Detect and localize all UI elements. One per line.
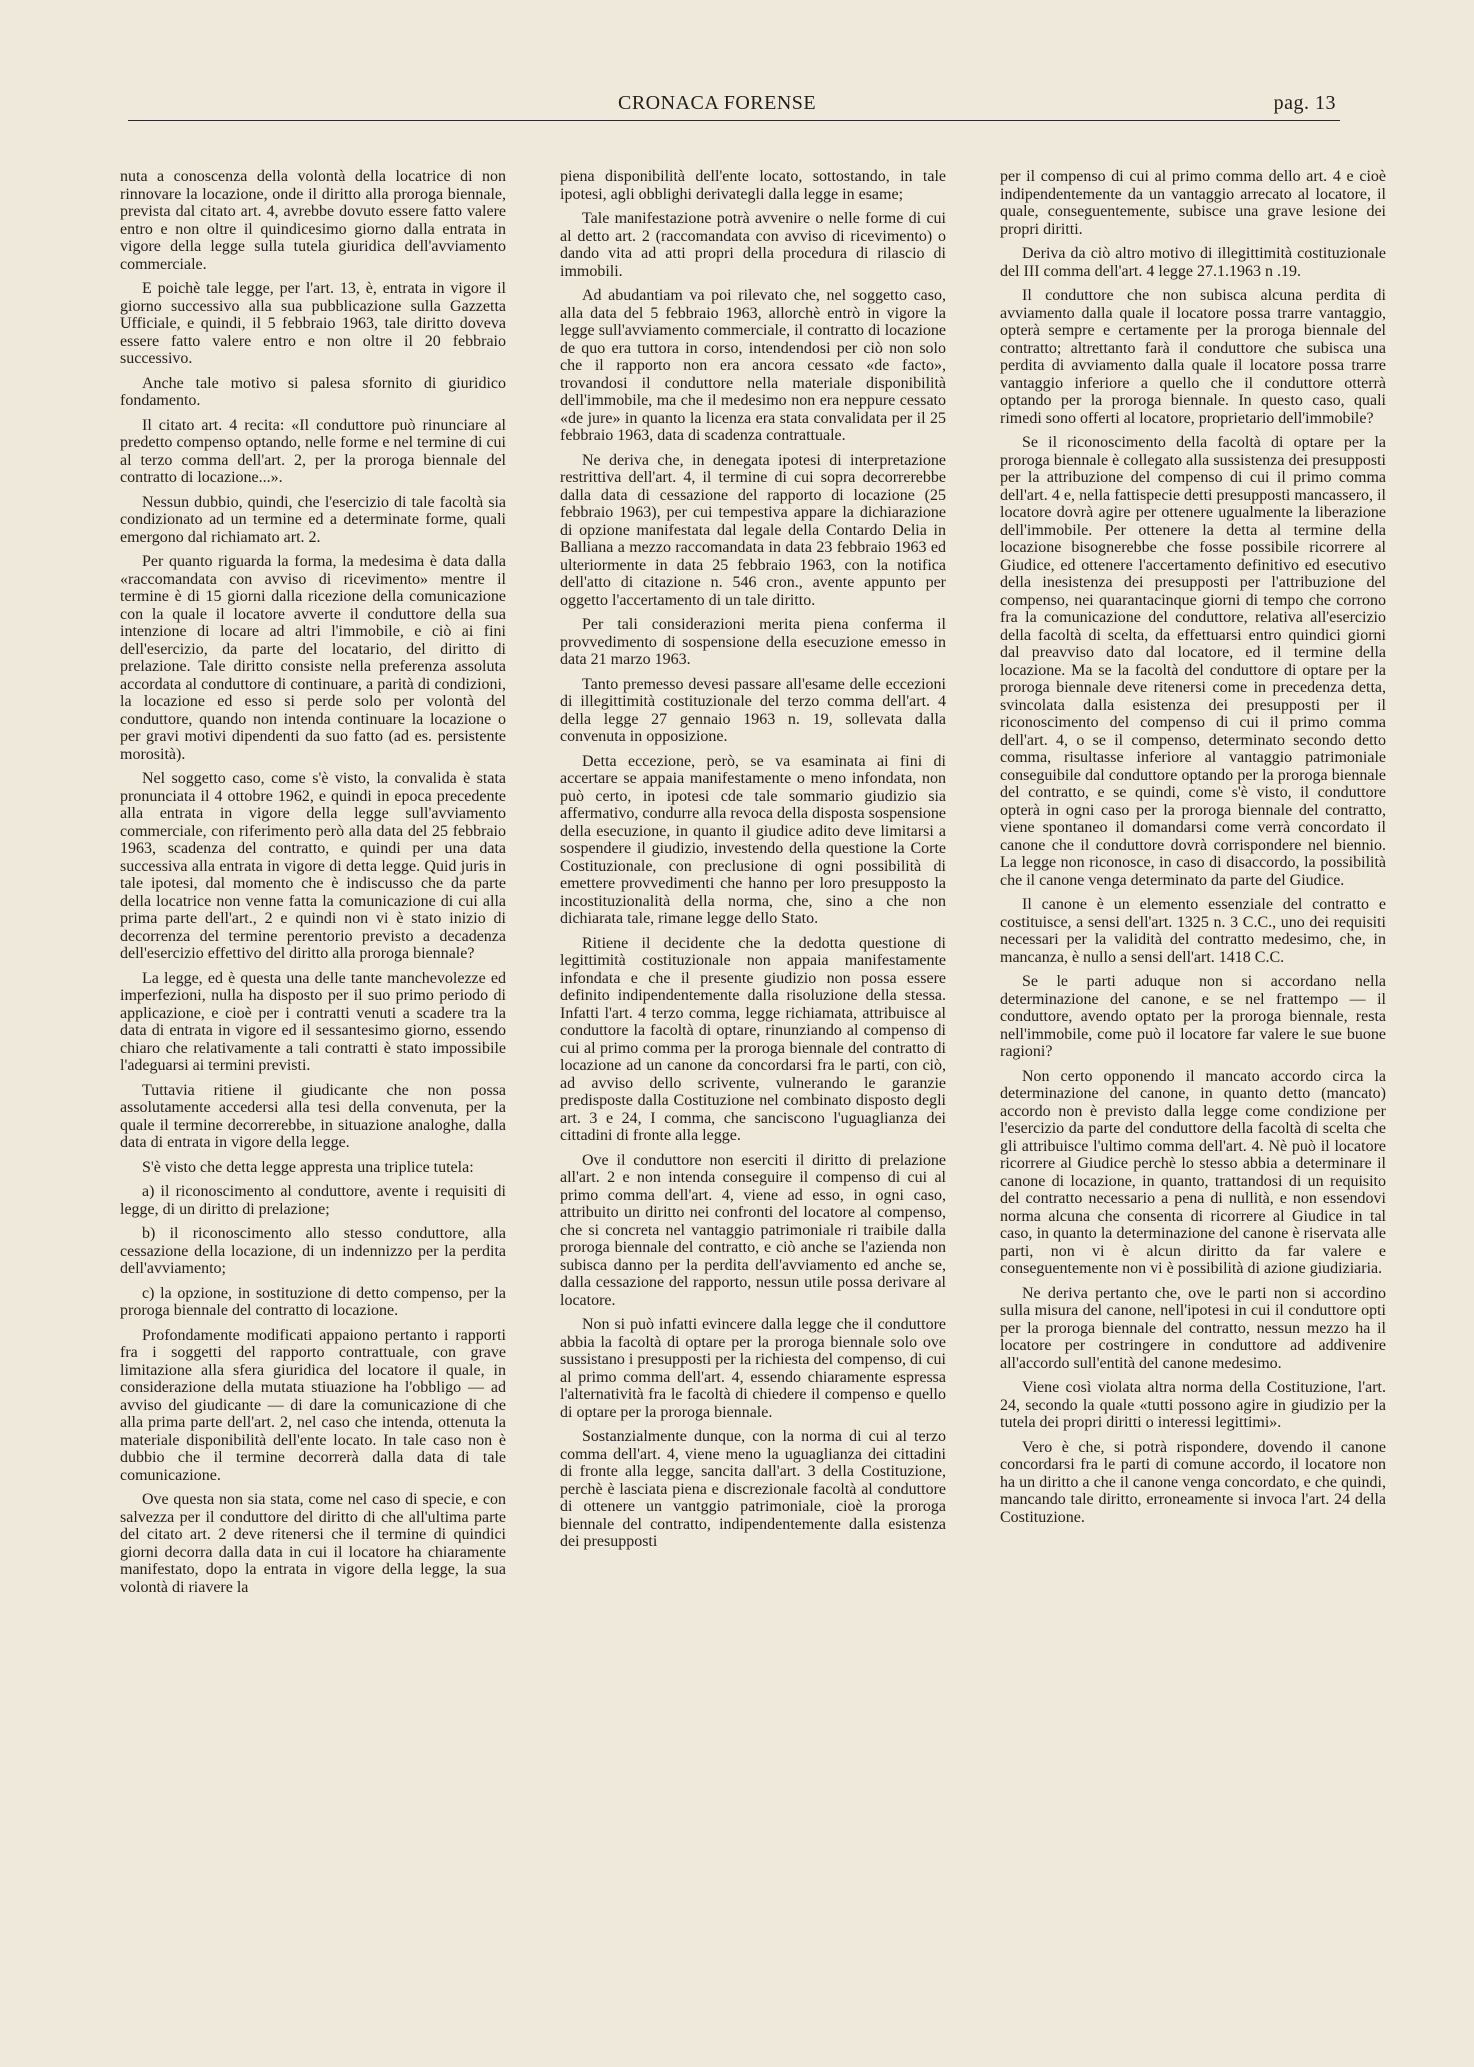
paragraph: piena disponibilità dell'ente locato, sottostando, in tale ipotesi, agli obblighi derivategli dalla legge in esame; <box>560 168 946 203</box>
journal-title: CRONACA FORENSE <box>618 92 817 114</box>
paragraph: nuta a conoscenza della volontà della locatrice di non rinnovare la locazione, onde il diritto alla proroga biennale, prevista dal citato art. 4, avrebbe dovuto essere fatto valere entro e non oltre il quindicesimo giorno dalla entrata in vigore della legge sulla tutela giuridica dell'avviamento commerciale. <box>120 168 506 273</box>
paragraph: Sostanzialmente dunque, con la norma di cui al terzo comma dell'art. 4, viene meno la uguaglianza dei cittadini di fronte alla legge, sancita dall'art. 3 della Costituzione, perchè è lasciata piena e discrezionale facoltà al conduttore di ottenere un vantggio patrimoniale, cioè la proroga biennale del contratto, indipendentemente dalla esistenza dei presupposti <box>560 1428 946 1550</box>
paragraph: La legge, ed è questa una delle tante manchevolezze ed imperfezioni, nulla ha disposto per il suo primo periodo di applicazione, e cioè per i contratti venuti a scadere tra la data di entrata in vigore ed il sessantesimo giorno, essendo chiaro che relativamente a tali contratti è stato impossibile l'adeguarsi ai termini previsti. <box>120 969 506 1074</box>
paragraph: Tuttavia ritiene il giudicante che non possa assolutamente accedersi alla tesi della convenuta, per la quale il termine decorrerebbe, in situazione analoghe, dalla data di entrata in vigore della legge. <box>120 1081 506 1151</box>
paragraph: b) il riconoscimento allo stesso conduttore, alla cessazione della locazione, di un indennizzo per la perdita dell'avviamento; <box>120 1225 506 1277</box>
paragraph: Vero è che, si potrà rispondere, dovendo il canone concordarsi fra le parti di comune accordo, il locatore non ha un diritto a che il canone venga concordato, e che quindi, mancando tale diritto, erroneamente si invoca l'art. 24 della Costituzione. <box>1000 1438 1386 1526</box>
paragraph: Se le parti aduque non si accordano nella determinazione del canone, e se nel frattempo — il conduttore, avendo optato per la proroga biennale, resta nell'immobile, come può il locatore far valere le sue buone ragioni? <box>1000 973 1386 1060</box>
paragraph: E poichè tale legge, per l'art. 13, è, entrata in vigore il giorno successivo alla sua pubblicazione sulla Gazzetta Ufficiale, e quindi, il 5 febbraio 1963, tale diritto doveva essere fatto valere entro e non oltre il 20 febbraio successivo. <box>120 280 506 367</box>
paragraph: Ad abudantiam va poi rilevato che, nel soggetto caso, alla data del 5 febbraio 1963, allorchè entrò in vigore la legge sull'avviamento commerciale, il contratto di locazione de quo era tuttora in corso, intendendosi per ciò non solo che il rapporto non era ancora cessato «de facto», trovandosi il conduttore nella materiale disponibilità dell'immobile, ma che il medesimo non era neppure cessato «de jure» in quanto la licenza era stata convalidata per il 25 febbraio 1963, data di scadenza contrattuale. <box>560 287 946 444</box>
paragraph: Tale manifestazione potrà avvenire o nelle forme di cui al detto art. 2 (raccomandata con avviso di ricevimento) o dando vita ad atti propri della procedura di rilascio di immobili. <box>560 210 946 280</box>
paragraph: Il citato art. 4 recita: «Il conduttore può rinunciare al predetto compenso optando, nelle forme e nel termine di cui al terzo comma dell'art. 2, per la proroga biennale del contratto di locazione...». <box>120 416 506 486</box>
text-column-2 <box>560 168 946 1988</box>
text-column-3 <box>1000 168 1386 1988</box>
paragraph: Ove questa non sia stata, come nel caso di specie, e con salvezza per il conduttore del diritto di che all'ultima parte del citato art. 2 deve ritenersi che il termine di quindici giorni decorra dalla data in cui il locatore ha chiaramente manifestato, dopo la entrata in vigore della legge, la sua volontà di riavere la <box>120 1491 506 1596</box>
paragraph: Per tali considerazioni merita piena conferma il provvedimento di sospensione della esecuzione emesso in data 21 marzo 1963. <box>560 616 946 668</box>
header-rule <box>128 120 1340 121</box>
paragraph: Nel soggetto caso, come s'è visto, la convalida è stata pronunciata il 4 ottobre 1962, e quindi in epoca precedente alla entrata in vigore della legge sull'avviamento commerciale, con riferimento però alla data del 25 febbraio 1963, scadenza del contratto, e quindi per una data successiva alla entrata in vigore di detta legge. Quid juris in tale ipotesi, dal momento che è indiscusso che da parte della locatrice non venne fatta la comunicazione di cui alla prima parte dell'art., 2 e quindi non vi è stato inizio di decorrenza del termine perentorio previsto a decadenza dell'esercizio effettivo del diritto alla proroga biennale? <box>120 770 506 962</box>
paragraph: Detta eccezione, però, se va esaminata ai fini di accertare se appaia manifestamente o meno infondata, non può certo, in ipotesi cde tale sommario giudizio sia affermativo, condurre alla revoca della disposta sospensione della esecuzione, in quanto il giudice adito deve limitarsi a sospendere il giudizio, investendo della questione la Corte Costituzionale, con preclusione di ogni possibilità di emettere provvedimenti che hanno per loro presupposto la incostituzionalità della norma, che, sino a che non dichiarata tale, rimane legge dello Stato. <box>560 752 946 927</box>
paragraph: Ne deriva che, in denegata ipotesi di interpretazione restrittiva dell'art. 4, il termine di cui sopra decorrerebbe dalla data di cessazione del rapporto di locazione (25 febbraio 1963), per cui tempestiva appare la dichiarazione di opzione manifestata dal legale della Contardo Delia in Balliana a mezzo raccomandata in data 23 febbraio 1963 ed ulteriormente in data 25 febbraio 1963, con la notifica dell'atto di citazione n. 546 cron., avente appunto per oggetto l'accertamento di un tale diritto. <box>560 451 946 609</box>
paragraph: Il canone è un elemento essenziale del contratto e costituisce, a sensi dell'art. 1325 n. 3 C.C., uno dei requisiti necessari per la validità del contratto medesimo, che, in mancanza, è nullo a sensi dell'art. 1418 C.C. <box>1000 896 1386 966</box>
paragraph: c) la opzione, in sostituzione di detto compenso, per la proroga biennale del contratto di locazione. <box>120 1284 506 1319</box>
text-column-1 <box>120 168 506 1988</box>
paragraph: Non si può infatti evincere dalla legge che il conduttore abbia la facoltà di optare per la proroga biennale solo ove sussistano i presupposti per la richiesta del compenso, di cui al primo comma dell'art. 4, essendo chiaramente espressa l'alternatività fra le facoltà di chiedere il compenso e quello di optare per la proroga biennale. <box>560 1316 946 1421</box>
paragraph: Se il riconoscimento della facoltà di optare per la proroga biennale è collegato alla sussistenza dei presupposti per la attribuzione del compenso di cui il primo comma dell'art. 4 e, nella fattispecie detti presupposti mancassero, il locatore dovrà agire per ottenere ugualmente la liberazione dell'immobile. Per ottenere la detta al termine della locazione bisognerebbe che fosse possibile ricorrere al Giudice, ed ottenere l'accertamento definitivo ed esecutivo della inesistenza dei presupposti per l'attribuzione del compenso, nei quarantacinque giorni di tempo che corrono fra la comunicazione del conduttore, relativa all'esercizio della facoltà di scelta, da effettuarsi entro quindici giorni dal preavviso dato dal locatore, ed il termine della locazione. Ma se la facoltà del conduttore di optare per la proroga biennale deve ritenersi come in precedenza detta, svincolata dalla esistenza dei presupposti per il riconoscimento del compenso di cui il primo comma dell'art. 4, o se il compenso, determinato secondo detto comma, risultasse inferiore al vantaggio patrimoniale conseguibile dal conduttore optando per la proroga biennale del contratto, e se quindi, come s'è visto, il conduttore opterà in ogni caso per la proroga biennale del contratto, viene spontaneo il domandarsi come verrà concordato il canone che il conduttore dovrà corrispondere nel biennio. La legge non riconosce, in caso di disaccordo, la possibilità che il canone venga determinato da parte del Giudice. <box>1000 434 1386 889</box>
paragraph: Ne deriva pertanto che, ove le parti non si accordino sulla misura del canone, nell'ipotesi in cui il conduttore opti per la proroga biennale del contratto, nessun mezzo ha il locatore per costringere in conduttore ad addivenire all'accordo sull'entità del canone medesimo. <box>1000 1284 1386 1372</box>
paragraph: Viene così violata altra norma della Costituzione, l'art. 24, secondo la quale «tutti possono agire in giudizio per la tutela dei propri diritti o interessi legittimi». <box>1000 1379 1386 1431</box>
paragraph: Profondamente modificati appaiono pertanto i rapporti fra i soggetti del rapporto contrattuale, con grave limitazione alla sfera giuridica del locatore il quale, in considerazione della mutata stiuazione ha l'obbligo — ad avviso del giudicante — di dare la comunicazione di che alla prima parte dell'art. 2, nel caso che intenda, ottenuta la materiale disponibilità dell'ente locato. In tale caso non è dubbio che il termine decorrerà dalla data di tale comunicazione. <box>120 1326 506 1484</box>
page-number: pag. 13 <box>1273 92 1336 114</box>
paragraph: a) il riconoscimento al conduttore, avente i requisiti di legge, di un diritto di prelazione; <box>120 1183 506 1218</box>
paragraph: per il compenso di cui al primo comma dello art. 4 e cioè indipendentemente da un vantaggio arrecato al locatore, il quale, conseguentemente, subisce una grave lesione dei propri diritti. <box>1000 168 1386 238</box>
paragraph: Anche tale motivo si palesa sfornito di giuridico fondamento. <box>120 374 506 409</box>
paragraph: Ritiene il decidente che la dedotta questione di legittimità costituzionale non appaia manifestamente infondata e che il presente giudizio non possa essere definito indipendentemente dalla risoluzione della stessa. Infatti l'art. 4 terzo comma, legge richiamata, attribuisce al conduttore la facoltà di optare, rinunziando al compenso di cui al primo comma per la proroga biennale del contratto di locazione ad un canone da concordarsi fra le parti, con ciò, ad avviso dello scrivente, vulnerando le garanzie predisposte dalla Costituzione nel combinato disposto degli art. 3 e 24, I comma, che sanciscono l'uguaglianza dei cittadini di fronte alla legge. <box>560 934 946 1144</box>
paragraph: Tanto premesso devesi passare all'esame delle eccezioni di illegittimità costituzionale del terzo comma dell'art. 4 della legge 27 gennaio 1963 n. 19, sollevata dalla convenuta in opposizione. <box>560 675 946 745</box>
paragraph: Ove il conduttore non eserciti il diritto di prelazione all'art. 2 e non intenda conseguire il compenso di cui al primo comma dell'art. 4, viene ad esso, in ogni caso, attribuito un diritto nei confronti del locatore al compenso, che si concreta nel vantaggio patrimoniale ri traibile dalla proroga biennale del contratto, e ciò anche se l'azienda non subisca danno per la perdita dell'avviamento ed anche se, dalla cessazione del rapporto, nessun utile possa derivare al locatore. <box>560 1151 946 1309</box>
paragraph: Nessun dubbio, quindi, che l'esercizio di tale facoltà sia condizionato ad un termine ed a determinate forme, quali emergono dal richiamato art. 2. <box>120 493 506 546</box>
paragraph: Per quanto riguarda la forma, la medesima è data dalla «raccomandata con avviso di ricevimento» mentre il termine è di 15 giorni dalla ricezione della comunicazione con la quale il locatore avverte il conduttore della sua intenzione di locare ad altri l'immobile, e ciò ai fini dell'esercizio, da parte del locatario, del diritto di prelazione. Tale diritto consiste nella preferenza assoluta accordata al conduttore di continuare, a parità di condizioni, la locazione ed esso si perde solo per volontà del conduttore, quando non intenda continuare la locazione o per gravi motivi dipendenti da suo fatto (ad es. persistente morosità). <box>120 553 506 763</box>
paragraph: Deriva da ciò altro motivo di illegittimità costituzionale del III comma dell'art. 4 legge 27.1.1963 n .19. <box>1000 245 1386 280</box>
paragraph: Il conduttore che non subisca alcuna perdita di avviamento dalla quale il locatore possa trarre vantaggio, opterà sempre e certamente per la proroga biennale del contratto; altrettanto farà il conduttore che subisca una perdita di avviamento dalla quale il locatore possa trarre vantaggio inferiore a quello che il conduttore otterrà optando per la proroga biennale. In questo caso, quali rimedi sono offerti al locatore, proprietario dell'immobile? <box>1000 287 1386 427</box>
running-header <box>128 92 1340 122</box>
paragraph: Non certo opponendo il mancato accordo circa la determinazione del canone, in quanto detto (mancato) accordo non è previsto dalla legge come condizione per l'esercizio da parte del conduttore della facoltà di scelta che gli attribuisce l'ultimo comma dell'art. 4. Nè può il locatore ricorrere al Giudice perchè lo stesso abbia a determinare il canone di locazione, in quanto, trattandosi di un requisito del contratto necessario a pena di nullità, e non essendovi norma alcuna che consenta di ricorrere al Giudice in tal caso, in quanto la determinazione del canone è riservata alle parti, non vi è alcun diritto da far valere e conseguentemente non vi è possibilità di azione giudiziaria. <box>1000 1067 1386 1277</box>
paragraph: S'è visto che detta legge appresta una triplice tutela: <box>142 1158 474 1176</box>
